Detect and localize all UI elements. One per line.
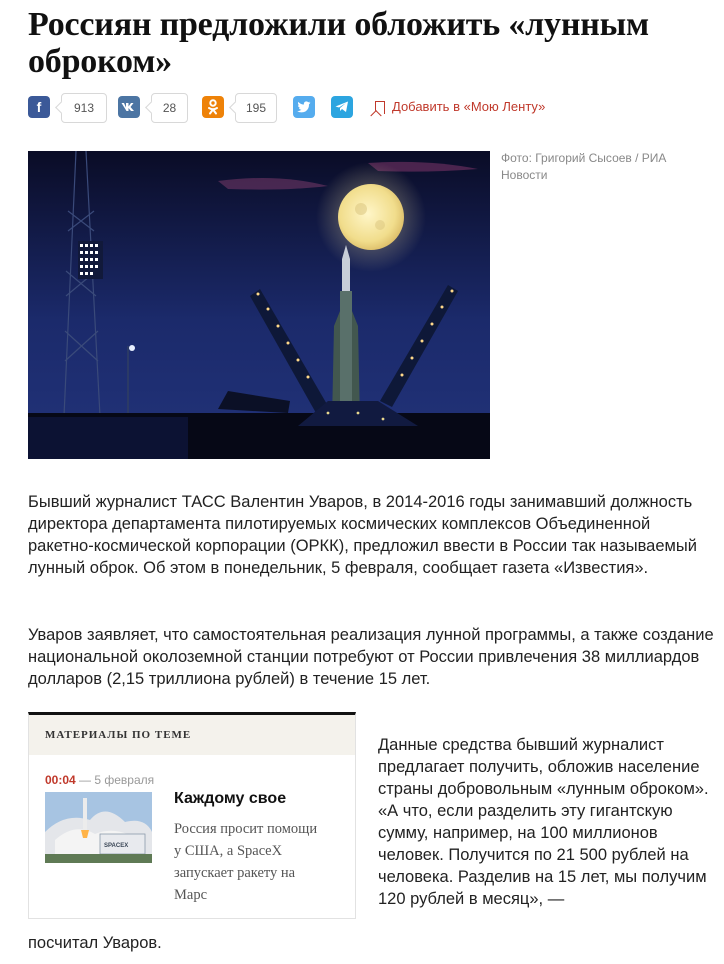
add-to-my-feed-link[interactable] bbox=[375, 98, 545, 116]
telegram-share-button[interactable] bbox=[331, 96, 353, 118]
twitter-bird-icon bbox=[297, 101, 311, 113]
ok-share-button[interactable] bbox=[202, 96, 224, 118]
article-paragraph-3-tail: посчитал Уваров. bbox=[28, 934, 162, 952]
share-bar bbox=[28, 96, 718, 126]
vk-icon bbox=[121, 102, 137, 112]
related-timestamp bbox=[45, 773, 154, 787]
twitter-share-button[interactable] bbox=[293, 96, 315, 118]
article-title: Россиян предложили обложить «лунным оброком» bbox=[28, 6, 649, 80]
article-photo bbox=[28, 151, 490, 459]
thumbnail-logo-text: SPACEX bbox=[104, 843, 129, 849]
related-materials-box bbox=[28, 712, 356, 919]
ok-share-count: 195 bbox=[235, 93, 277, 123]
telegram-plane-icon bbox=[335, 101, 349, 113]
article-paragraph-3: Данные средства бывший журналист предлагает получить, обложив население страны добровольным «лунным оброком». «А что, если разделить эту гигантскую сумму, например, на 100 миллионов человек. Получится по 21 500 рублей на человека. Разделив на 15 лет, мы получим 120 рублей в месяц», — bbox=[378, 736, 709, 908]
vk-share-count: 28 bbox=[151, 93, 188, 123]
bookmark-icon bbox=[375, 101, 385, 114]
odnoklassniki-icon bbox=[207, 99, 219, 115]
related-time: 00:04 bbox=[45, 773, 76, 787]
facebook-icon: f bbox=[36, 99, 42, 115]
related-thumbnail[interactable] bbox=[45, 792, 152, 863]
related-title-link[interactable]: Каждому свое bbox=[174, 790, 287, 807]
related-heading: МАТЕРИАЛЫ ПО ТЕМЕ bbox=[29, 715, 355, 755]
related-date: — 5 февраля bbox=[79, 773, 155, 787]
photo-credit: Фото: Григорий Сысоев / РИА Новости bbox=[501, 151, 667, 182]
facebook-share-count: 913 bbox=[61, 93, 107, 123]
article-paragraph-1: Бывший журналист ТАСС Валентин Уваров, в 2014-2016 годы занимавший должность директора департамента пилотируемых космических комплексов Объединенной ракетно-космической корпорации (ОРКК), предложил ввести в России так называемый лунный оброк. Об этом в понедельник, 5 февраля, сообщает газета «Известия». bbox=[28, 493, 697, 577]
rocket-launch-photo bbox=[28, 151, 490, 459]
add-to-feed-label: Добавить в «Мою Ленту» bbox=[392, 99, 546, 114]
article-paragraph-2: Уваров заявляет, что самостоятельная реализация лунной программы, а также создание национальной околоземной станции потребуют от России привлечения 38 миллиардов долларов (2,15 триллиона рублей) в течение 15 лет. bbox=[28, 626, 714, 688]
facebook-share-button[interactable] bbox=[28, 96, 50, 118]
rocket-launch-thumbnail bbox=[45, 792, 152, 863]
related-description: Россия просит помощи у США, а SpaceX запускает ракету на Марс bbox=[174, 821, 318, 903]
vk-share-button[interactable] bbox=[118, 96, 140, 118]
